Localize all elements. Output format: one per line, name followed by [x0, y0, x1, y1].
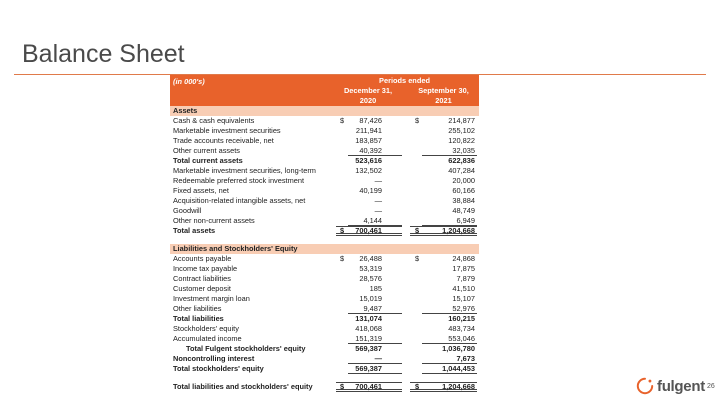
row-label: Total current assets: [173, 156, 243, 165]
column-header-line: September 30,: [418, 86, 469, 95]
table-row: [170, 264, 479, 274]
row-label: Acquisition-related intangible assets, net: [173, 196, 306, 205]
table-row: [170, 334, 479, 344]
row-label: Fixed assets, net: [173, 186, 229, 195]
table-row: [170, 196, 479, 206]
fulgent-logo: [636, 377, 705, 395]
value-dec-2020: 418,068: [355, 324, 382, 333]
table-row: [170, 136, 479, 146]
value-dec-2020: 151,319: [355, 334, 382, 343]
value-dec-2020: 185: [369, 284, 382, 293]
value-sep-2021: 7,673: [456, 354, 475, 363]
table-row: [170, 126, 479, 136]
value-dec-2020: 9,487: [363, 304, 382, 313]
row-label: Stockholders' equity: [173, 324, 239, 333]
value-dec-2020: 53,319: [359, 264, 382, 273]
row-label: Total assets: [173, 226, 216, 235]
value-sep-2021: 255,102: [448, 126, 475, 135]
value-dec-2020: 26,488: [359, 254, 382, 263]
table-row: [170, 206, 479, 216]
row-label: Trade accounts receivable, net: [173, 136, 274, 145]
value-sep-2021: 32,035: [452, 146, 475, 155]
row-label: Total Fulgent stockholders' equity: [186, 344, 306, 353]
row-label: Noncontrolling interest: [173, 354, 255, 363]
value-sep-2021: 15,107: [452, 294, 475, 303]
row-label: Total liabilities: [173, 314, 224, 323]
value-dec-2020: 87,426: [359, 116, 382, 125]
value-sep-2021: 6,949: [456, 216, 475, 225]
section-header-row: [170, 106, 479, 116]
unit-label: (in 000's): [173, 77, 205, 86]
table-row: [170, 146, 479, 156]
value-sep-2021: 160,215: [448, 314, 475, 323]
table-row: [170, 216, 479, 226]
column-header-line: 2021: [435, 95, 452, 105]
table-row: [170, 166, 479, 176]
value-dec-2020: 523,616: [355, 156, 382, 165]
column-header-line: December 31,: [343, 86, 393, 95]
value-sep-2021: 553,046: [448, 334, 475, 343]
value-dec-2020: 40,392: [359, 146, 382, 155]
table-header: [170, 75, 479, 106]
table-row: [170, 186, 479, 196]
value-sep-2021: 41,510: [452, 284, 475, 293]
row-label: Customer deposit: [173, 284, 231, 293]
value-dec-2020: 183,857: [355, 136, 382, 145]
row-label: Other liabilities: [173, 304, 222, 313]
column-header-dec-2020: [328, 86, 408, 105]
spacer-row: [170, 374, 479, 382]
currency-symbol: $: [340, 382, 345, 391]
column-header-line: 2020: [359, 95, 377, 105]
table-row: [170, 176, 479, 186]
currency-symbol: $: [340, 116, 345, 125]
table-row: [170, 116, 479, 126]
row-label: Marketable investment securities, long-term: [173, 166, 316, 175]
currency-symbol: $: [415, 116, 420, 125]
currency-symbol: $: [340, 254, 345, 263]
row-label: Goodwill: [173, 206, 202, 215]
value-dec-2020: 211,941: [355, 126, 382, 135]
row-label: Investment margin loan: [173, 294, 250, 303]
value-dec-2020: —: [374, 196, 382, 205]
value-sep-2021: 20,000: [452, 176, 475, 185]
table-row: [170, 344, 479, 354]
value-dec-2020: 15,019: [359, 294, 382, 303]
table-row: [170, 364, 479, 374]
value-dec-2020: 28,576: [359, 274, 382, 283]
row-label: Cash & cash equivalents: [173, 116, 255, 125]
row-label: Total liabilities and stockholders' equity: [173, 382, 313, 391]
value-dec-2020: —: [374, 354, 382, 363]
value-sep-2021: 7,879: [456, 274, 475, 283]
periods-label: Periods ended: [379, 76, 430, 85]
value-dec-2020: —: [374, 206, 382, 215]
currency-symbol: $: [415, 254, 420, 263]
value-dec-2020: 40,199: [359, 186, 382, 195]
value-dec-2020: —: [374, 176, 382, 185]
row-label: Other current assets: [173, 146, 240, 155]
brand-name: fulgent: [657, 377, 705, 395]
table-row: [170, 254, 479, 264]
row-label: Income tax payable: [173, 264, 238, 273]
value-sep-2021: 1,036,780: [442, 344, 475, 353]
row-label: Accounts payable: [173, 254, 232, 263]
column-header-sep-2021: [408, 86, 479, 105]
row-label: Liabilities and Stockholders' Equity: [173, 244, 298, 253]
value-dec-2020: 131,074: [355, 314, 382, 323]
table-row: [170, 274, 479, 284]
value-dec-2020: 700,461: [355, 226, 382, 235]
row-label: Marketable investment securities: [173, 126, 281, 135]
value-sep-2021: 483,734: [448, 324, 475, 333]
value-sep-2021: 24,868: [452, 254, 475, 263]
value-dec-2020: 4,144: [363, 216, 382, 225]
row-label: Redeemable preferred stock investment: [173, 176, 305, 185]
page-title: Balance Sheet: [22, 40, 185, 68]
value-sep-2021: 48,749: [452, 206, 475, 215]
value-dec-2020: 569,387: [355, 364, 382, 373]
section-header-row: [170, 244, 479, 254]
fulgent-logo-icon: [636, 377, 654, 395]
value-sep-2021: 38,884: [452, 196, 475, 205]
value-sep-2021: 120,822: [448, 136, 475, 145]
value-dec-2020: 569,387: [355, 344, 382, 353]
table-row: [170, 226, 479, 236]
value-sep-2021: 60,166: [452, 186, 475, 195]
value-sep-2021: 1,204,668: [442, 382, 475, 391]
currency-symbol: $: [415, 226, 420, 235]
table-row: [170, 324, 479, 334]
row-label: Total stockholders' equity: [173, 364, 264, 373]
value-sep-2021: 622,836: [448, 156, 475, 165]
table-body: [170, 106, 479, 392]
value-sep-2021: 17,875: [452, 264, 475, 273]
value-sep-2021: 214,877: [448, 116, 475, 125]
currency-symbol: $: [340, 226, 345, 235]
page-number: 26: [707, 383, 715, 390]
row-label: Assets: [173, 106, 198, 115]
currency-symbol: $: [415, 382, 420, 391]
row-label: Accumulated income: [173, 334, 242, 343]
table-row: [170, 156, 479, 166]
value-sep-2021: 1,044,453: [442, 364, 475, 373]
value-sep-2021: 52,976: [452, 304, 475, 313]
spacer-row: [170, 236, 479, 244]
table-row: [170, 284, 479, 294]
table-row: [170, 354, 479, 364]
table-row: [170, 294, 479, 304]
row-label: Contract liabilities: [173, 274, 231, 283]
balance-sheet-table: [170, 75, 479, 392]
table-row: [170, 304, 479, 314]
value-sep-2021: 407,284: [448, 166, 475, 175]
value-dec-2020: 700,461: [355, 382, 382, 391]
table-row: [170, 382, 479, 392]
row-label: Other non-current assets: [173, 216, 255, 225]
value-sep-2021: 1,204,668: [442, 226, 475, 235]
value-dec-2020: 132,502: [355, 166, 382, 175]
table-row: [170, 314, 479, 324]
